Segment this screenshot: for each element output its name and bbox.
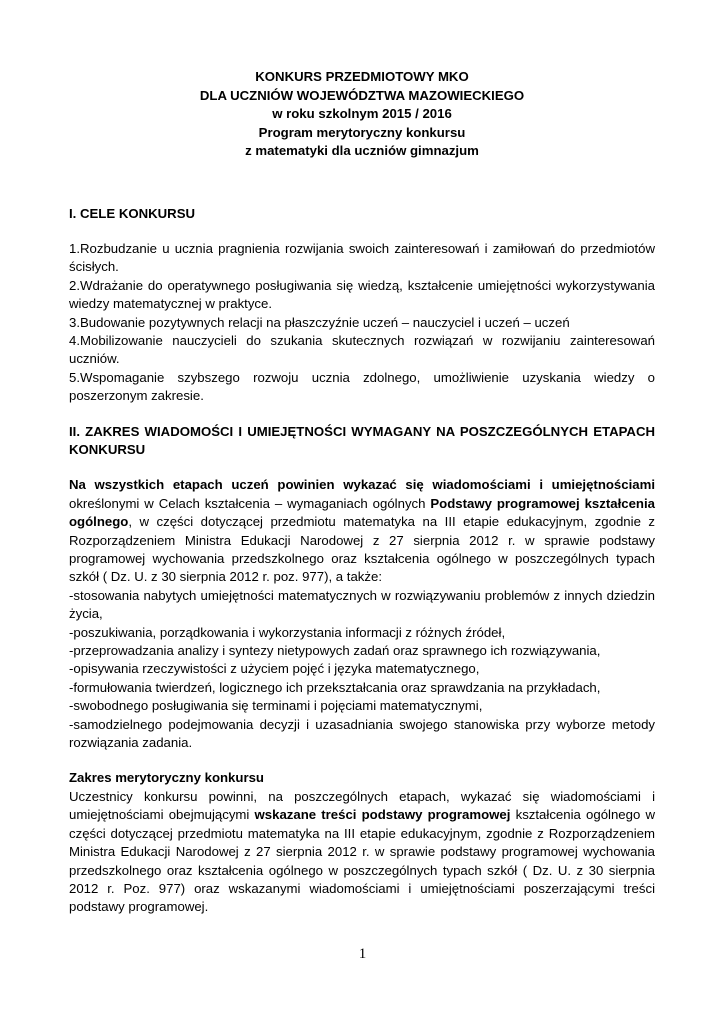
- scope-paragraph: [69, 788, 655, 917]
- title-line-3: w roku szkolnym 2015 / 2016: [272, 106, 452, 121]
- scope-bold-text: wskazane treści podstawy programowej: [254, 807, 511, 823]
- goal-item-2: 2.Wdrażanie do operatywnego posługiwania się wiedzą, kształcenie umiejętności wykorzystywania wiedzy matematycznej w praktyce.: [69, 277, 655, 312]
- goal-item-1: 1.Rozbudzanie u ucznia pragnienia rozwijania swoich zainteresowań i zamiłowań do przedmiotów ścisłych.: [69, 240, 655, 275]
- title-line-4: Program merytoryczny konkursu: [258, 124, 466, 140]
- skill-item-7: -samodzielnego podejmowania decyzji i uzasadniania swojego stanowiska przy wyborze metody rozwiązania zadania.: [69, 716, 655, 751]
- intro-bold-text-2: Podstawy programowej kształcenia ogólnego: [69, 495, 655, 530]
- section-2-intro: [69, 476, 655, 586]
- intro-bold-text: Na wszystkich etapach uczeń powinien wykazać się wiadomościami i umiejętnościami: [69, 477, 655, 493]
- scope-text-1: Uczestnicy konkursu powinni, na poszczególnych etapach, wykazać się wiadomościami i umiejętnościami obejmującymi: [69, 788, 655, 823]
- scope-heading: Zakres merytoryczny konkursu: [69, 770, 264, 786]
- skill-item-4: -opisywania rzeczywistości z użyciem pojęć i języka matematycznego,: [69, 661, 480, 677]
- intro-text-1: określonymi w Celach kształcenia – wymaganiach ogólnych: [69, 495, 431, 511]
- goal-item-5: 5.Wspomaganie szybszego rozwoju ucznia zdolnego, umożliwienie uzyskania wiedzy o poszerzonym zakresie.: [69, 369, 655, 404]
- title-line-1: KONKURS PRZEDMIOTOWY MKO: [255, 69, 469, 84]
- scope-text-2: kształcenia ogólnego w części dotyczącej przedmiotu matematyka na III etapie edukacyjnym, zgodnie z Rozporządzeniem Ministra Edukacji Narodowej z 27 sierpnia 2012 r. w sprawie podstawy programowej wychowania przedszkolnego oraz kształcenia ogólnego w poszczególnych typach szkół ( Dz. U. z 30 sierpnia 2012 r. Poz. 977) oraz wskazanymi wiadomościami i umiejętnościami poszerzającymi treści podstawy programowej.: [69, 807, 655, 915]
- document-title: [69, 68, 655, 161]
- section-2-heading: II. ZAKRES WIADOMOŚCI I UMIEJĘTNOŚCI WYMAGANY NA POSZCZEGÓLNYCH ETAPACH KONKURSU: [69, 423, 655, 457]
- skill-item-5: -formułowania twierdzeń, logicznego ich przekształcania oraz sprawdzania na przykładach,: [69, 679, 601, 695]
- document-page: [69, 68, 655, 917]
- goal-item-4: 4.Mobilizowanie nauczycieli do szukania skutecznych rozwiązań w rozwijaniu zainteresowań uczniów.: [69, 332, 655, 367]
- skills-list: [69, 587, 655, 753]
- page-number: 1: [358, 946, 367, 962]
- title-line-5: z matematyki dla uczniów gimnazjum: [245, 143, 479, 158]
- skill-item-1: -stosowania nabytych umiejętności matematycznych w rozwiązywaniu problemów z innych dziedzin życia,: [69, 587, 655, 622]
- skill-item-3: -przeprowadzania analizy i syntezy nietypowych zadań oraz sprawnego ich rozwiązywania,: [69, 643, 601, 659]
- intro-text-2: , w części dotyczącej przedmiotu matematyka na III etapie edukacyjnym, zgodnie z Rozporządzeniem Ministra Edukacji Narodowej z 27 sierpnia 2012 r. w sprawie podstawy programowej wychowania przedszkolnego oraz kształcenia ogólnego w poszczególnych typach szkół ( Dz. U. z 30 sierpnia 2012 r. poz. 977), a także:: [69, 514, 655, 585]
- section-1-heading: I. CELE KONKURSU: [69, 205, 196, 221]
- goals-list: [69, 240, 655, 406]
- title-line-2: DLA UCZNIÓW WOJEWÓDZTWA MAZOWIECKIEGO: [199, 87, 525, 103]
- skill-item-6: -swobodnego posługiwania się terminami i pojęciami matematycznymi,: [69, 698, 483, 714]
- goal-item-3: 3.Budowanie pozytywnych relacji na płaszczyźnie uczeń – nauczyciel i uczeń – uczeń: [69, 314, 570, 330]
- skill-item-2: -poszukiwania, porządkowania i wykorzystania informacji z różnych źródeł,: [69, 624, 506, 640]
